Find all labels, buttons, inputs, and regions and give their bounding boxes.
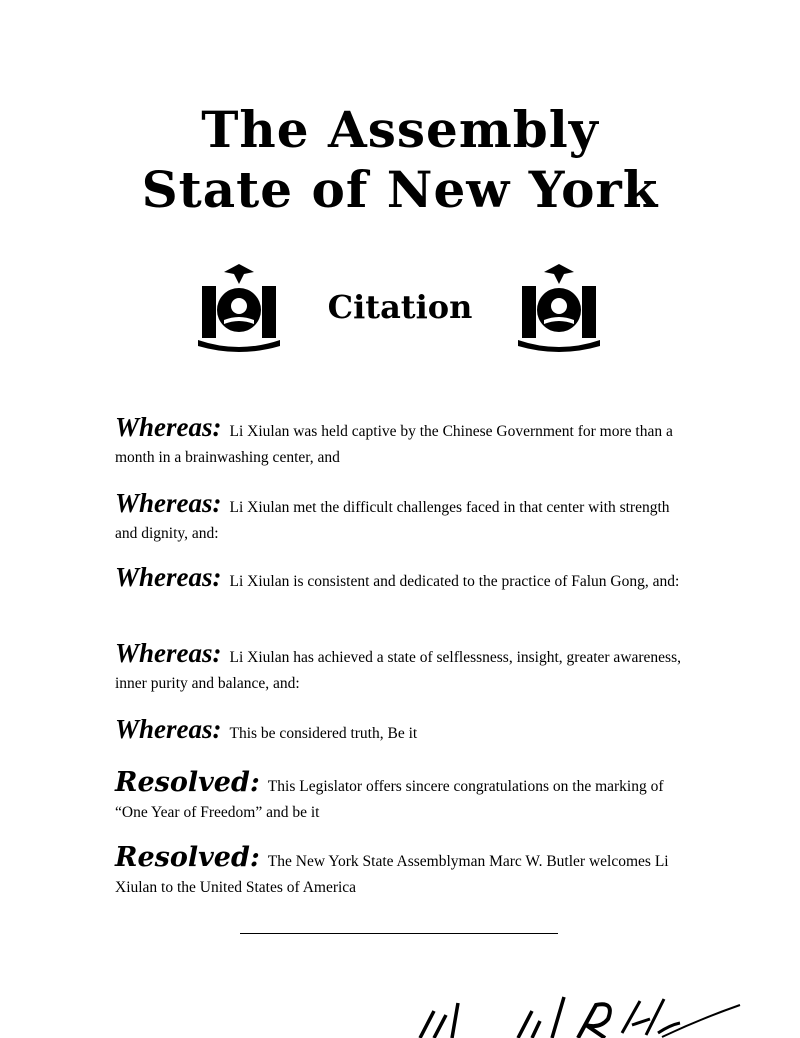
clause-whereas-3 xyxy=(115,564,695,595)
clause-resolved-2 xyxy=(115,842,695,901)
clause-lead: Resolved: xyxy=(115,842,260,873)
clause-text: Li Xiulan met the difficult challenges faced in that center with strength and dignity, and: xyxy=(115,499,670,542)
clause-whereas-2 xyxy=(115,490,695,547)
clause-lead: Resolved: xyxy=(115,767,260,798)
clause-resolved-1 xyxy=(115,767,695,826)
clause-lead: Whereas: xyxy=(115,412,222,442)
handwritten-signature xyxy=(400,975,760,1038)
citation-heading: Citation xyxy=(327,288,473,326)
clause-text: Li Xiulan has achieved a state of selflessness, insight, greater awareness, inner purity and balance, and: xyxy=(115,649,681,692)
clause-text: Li Xiulan is consistent and dedicated to the practice of Falun Gong, and: xyxy=(229,573,680,590)
clause-text: This Legislator offers sincere congratulations on the marking of “One Year of Freedom” and be it xyxy=(115,778,664,821)
clause-whereas-4 xyxy=(115,640,695,697)
clause-lead: Whereas: xyxy=(115,488,222,518)
clause-whereas-5 xyxy=(115,716,695,747)
clause-whereas-1 xyxy=(115,414,695,471)
clause-lead: Whereas: xyxy=(115,714,222,744)
title-line-2: State of New York xyxy=(141,160,659,219)
clause-text: This be considered truth, Be it xyxy=(229,725,418,742)
clause-text: The New York State Assemblyman Marc W. Butler welcomes Li Xiulan to the United States of America xyxy=(115,853,669,896)
signature-line xyxy=(240,933,558,934)
state-seal-right-icon xyxy=(514,262,604,352)
clause-text: Li Xiulan was held captive by the Chinese Government for more than a month in a brainwashing center, and xyxy=(115,423,673,466)
clause-lead: Whereas: xyxy=(115,562,222,592)
title-line-1: The Assembly xyxy=(201,100,599,159)
clause-lead: Whereas: xyxy=(115,638,222,668)
